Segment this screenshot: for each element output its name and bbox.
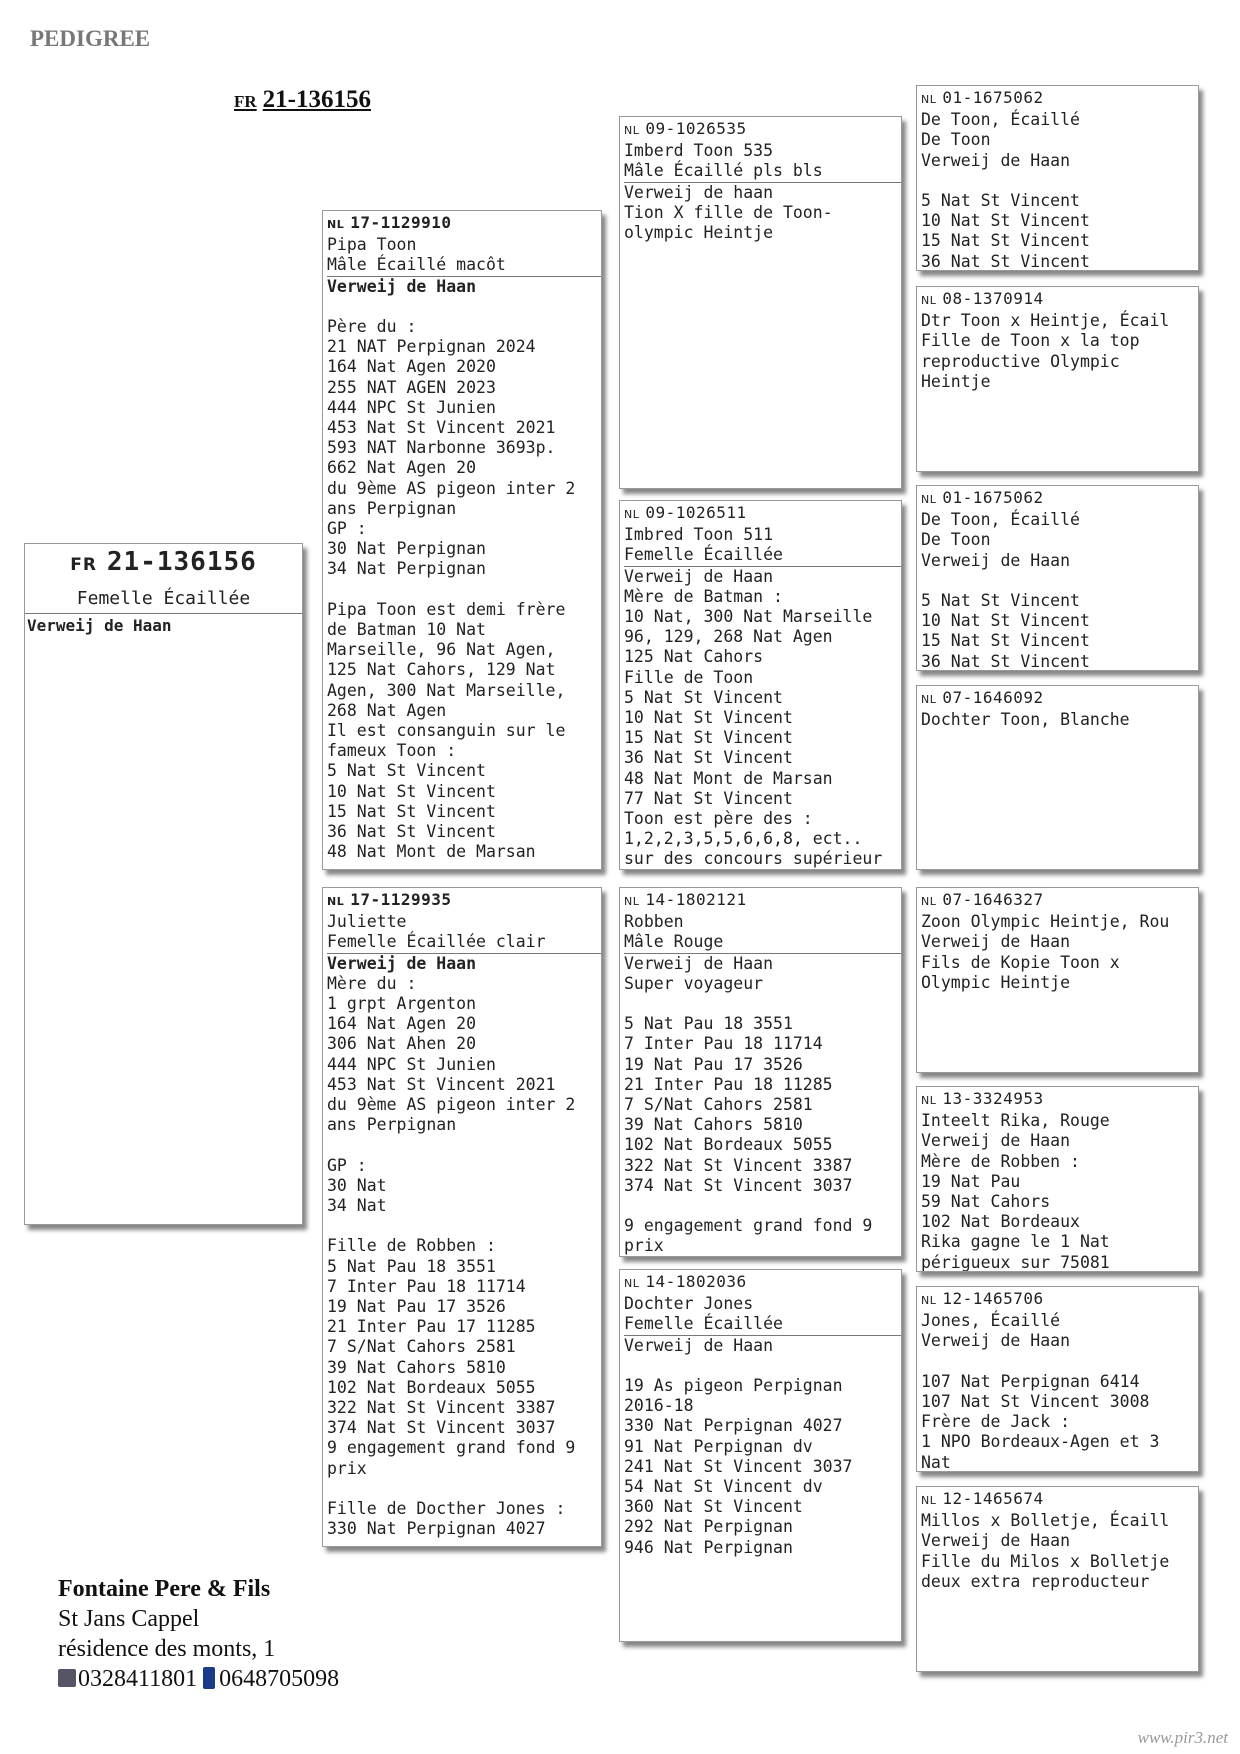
info-line: du 9ème AS pigeon inter 2 [327,1095,576,1115]
breeder-town: St Jans Cappel [58,1606,200,1632]
info-line: 5 Nat St Vincent [624,687,783,707]
info-line: Dochter Toon, Blanche [921,710,1130,730]
info-line: olympic Heintje [624,223,774,243]
blank-line [624,1196,897,1216]
info-line: 5 Nat St Vincent [327,761,486,781]
info-line: Super voyageur [624,973,764,993]
info-line: 7 S/Nat Cahors 2581 [624,1095,813,1115]
ring-value: 13-3324953 [942,1089,1044,1108]
info-line: Dtr Toon x Heintje, Écail [921,311,1170,331]
subject-color: Femelle Écaillée [25,589,302,614]
pigeon-owner: Verweij de Haan [624,953,774,973]
info-line: Fille de Robben : [327,1236,496,1256]
pigeon-color: Femelle Écaillée [624,1314,901,1335]
ring-value: 09-1026511 [645,503,747,522]
info-line: 255 NAT AGEN 2023 [327,377,496,397]
info-line: 21 Inter Pau 17 11285 [327,1317,536,1337]
ring-value: 12-1465674 [942,1489,1044,1508]
info-line: Inteelt Rika, Rouge [921,1111,1110,1131]
info-line: 36 Nat St Vincent [327,822,496,842]
ring-number [921,488,1194,510]
ring-country: NL [624,895,640,908]
info-line: Rika gagne le 1 Nat [921,1232,1110,1252]
info-line: Fils de Kopie Toon x [921,952,1120,972]
info-line: 164 Nat Agen 20 [327,1014,477,1034]
ring-number [327,213,597,235]
info-line: Verweij de Haan [921,1331,1071,1351]
info-line: 34 Nat Perpignan [327,559,486,579]
info-line: Mère de Batman : [624,586,783,606]
ring-value: 08-1370914 [942,289,1044,308]
blank-line [624,1356,897,1376]
ring-country: NL [921,693,937,706]
info-line: Verweij de Haan [921,1131,1071,1151]
info-line: 15 Nat St Vincent [921,231,1090,251]
info-line: Tion X fille de Toon- [624,202,833,222]
info-line: 77 Nat St Vincent [624,788,793,808]
info-line: 593 NAT Narbonne 3693p. [327,438,556,458]
info-line: du 9ème AS pigeon inter 2 [327,478,576,498]
info-line: 292 Nat Perpignan [624,1517,793,1537]
pigeon-name: Dochter Jones [624,1294,754,1314]
info-line: Zoon Olympic Heintje, Rou [921,912,1170,932]
subject-ring [29,547,298,577]
sire-sire-box [619,116,902,489]
info-line: 444 NPC St Junien [327,1054,496,1074]
ssd-box [916,286,1199,472]
pigeon-color: Femelle Écaillée clair [327,932,601,953]
info-line: Verweij de Haan [921,150,1071,170]
pigeon-name: Imbred Toon 511 [624,525,774,545]
info-line: Père du : [327,317,417,336]
ring-country: NL [327,218,345,231]
blank-line [327,580,597,600]
ring-value: 07-1646327 [942,890,1044,909]
info-line: 9 engagement grand fond 9 [327,1438,576,1458]
info-line: 19 As pigeon Perpignan [624,1376,843,1395]
info-line: 5 Nat Pau 18 3551 [327,1256,496,1276]
info-line: Toon est père des : [624,809,813,829]
info-line: ans Perpignan [327,1115,457,1135]
info-line: 15 Nat St Vincent [921,631,1090,651]
pigeon-name: Robben [624,912,684,932]
info-line: 322 Nat St Vincent 3387 [624,1155,853,1175]
info-line: 125 Nat Cahors, 129 Nat [327,660,556,680]
top-ring-number [234,86,371,114]
top-ring-value: 21-136156 [262,86,371,113]
info-line: 10 Nat, 300 Nat Marseille [624,607,873,627]
pigeon-color: Femelle Écaillée [624,545,901,566]
info-line: Mère de Robben : [921,1151,1080,1171]
info-line: Mère du : [327,973,417,993]
info-line: Fille de Toon x la top [921,331,1140,351]
info-line: ans Perpignan [327,498,457,518]
info-line: 48 Nat Mont de Marsan [327,842,536,862]
ring-number [921,1489,1194,1511]
info-line: 1,2,2,3,5,5,6,6,8, ect.. [624,829,863,849]
info-line: 5 Nat St Vincent [921,191,1080,210]
blank-line [624,994,897,1014]
info-line: 946 Nat Perpignan [624,1537,793,1557]
pigeon-name: Juliette [327,912,407,932]
info-line: périgueux sur 75081 [921,1252,1110,1272]
info-line: 444 NPC St Junien [327,397,496,417]
ring-number [624,1272,897,1294]
info-line: 164 Nat Agen 2020 [327,357,496,377]
ring-value: 14-1802121 [645,890,747,909]
info-line: 107 Nat St Vincent 3008 [921,1392,1150,1411]
info-line: De Toon, Écaillé [921,110,1080,130]
info-line: 662 Nat Agen 20 [327,458,477,478]
mobile-icon [203,1667,215,1689]
info-line: 15 Nat St Vincent [327,801,496,821]
pigeon-owner: Verweij de Haan [624,1335,774,1355]
info-line: 39 Nat Cahors 5810 [327,1357,506,1377]
ring-country: NL [624,124,640,137]
info-line: 15 Nat St Vincent [624,728,793,748]
breeder-info [58,1574,339,1694]
dam-sire-box [619,887,902,1257]
info-line: Fille du Milos x Bolletje [921,1551,1170,1571]
info-line: Verweij de Haan [921,932,1071,952]
info-line: 330 Nat Perpignan 4027 [624,1416,843,1436]
website-watermark: www.pir3.net [1137,1728,1228,1747]
info-line: prix [624,1236,664,1256]
sire-dam-box [619,500,902,870]
info-line: 19 Nat Pau 17 3526 [624,1054,803,1074]
info-line: 10 Nat St Vincent [921,211,1090,231]
info-line: 1 NPO Bordeaux-Agen et 3 [921,1432,1160,1452]
ring-number [624,119,897,141]
info-line: 7 S/Nat Cahors 2581 [327,1337,516,1357]
ring-country: NL [921,895,937,908]
info-line: 19 Nat Pau [921,1171,1021,1191]
info-line: Verweij de Haan [921,1531,1071,1551]
info-line: 125 Nat Cahors [624,647,764,667]
ring-country: NL [624,1277,640,1290]
info-line: De Toon, Écaillé [921,510,1080,530]
ring-country: NL [327,895,345,908]
info-line: 10 Nat St Vincent [921,611,1090,631]
ddd-box [916,1486,1199,1672]
info-line: 34 Nat [327,1196,387,1216]
ring-value: 17-1129910 [350,213,452,232]
pigeon-color: Mâle Écaillé pls bls [624,161,901,182]
ring-number [921,1289,1194,1311]
info-line: 322 Nat St Vincent 3387 [327,1398,556,1418]
info-line: GP : [327,519,367,539]
info-line: 30 Nat [327,1175,387,1195]
sss-box [916,85,1199,271]
pigeon-owner: Verweij de Haan [327,953,477,973]
ring-number [921,88,1194,110]
pigeon-name: Imberd Toon 535 [624,141,774,161]
dsd-box [916,1086,1199,1272]
ring-number [921,688,1194,710]
info-line: 360 Nat St Vincent [624,1497,803,1517]
ring-number [921,890,1194,912]
info-line: Olympic Heintje [921,972,1071,992]
info-line: 241 Nat St Vincent 3037 [624,1456,853,1476]
pigeon-name: Pipa Toon [327,235,417,255]
info-line: Il est consanguin sur le [327,721,566,741]
blank-line [921,571,1194,591]
info-line: 1 grpt Argenton [327,994,477,1014]
ring-value: 14-1802036 [645,1272,747,1291]
info-line: 7 Inter Pau 18 11714 [327,1276,526,1296]
ring-number [921,289,1194,311]
phone-icon [58,1669,76,1687]
blank-line [327,1479,597,1499]
info-line: De Toon [921,130,991,150]
info-line: Frère de Jack : [921,1412,1071,1432]
subject-owner: Verweij de Haan [27,616,172,636]
ring-number [921,1089,1194,1111]
sire-box [322,210,602,870]
ring-country: NL [921,1494,937,1507]
pigeon-owner: Verweij de Haan [327,276,477,296]
breeder-name: Fontaine Pere & Fils [58,1576,271,1602]
dss-box [916,887,1199,1073]
info-line: 102 Nat Bordeaux 5055 [624,1135,833,1155]
info-line: 36 Nat St Vincent [624,748,793,768]
info-line: 48 Nat Mont de Marsan [624,768,833,788]
blank-line [327,1216,597,1236]
info-line: 102 Nat Bordeaux 5055 [327,1377,536,1397]
info-line: prix [327,1458,367,1478]
ring-country: NL [921,294,937,307]
ring-value: 09-1026535 [645,119,747,138]
info-line: 10 Nat St Vincent [624,708,793,728]
ring-country: NL [921,1294,937,1307]
info-line: deux extra reproducteur [921,1571,1150,1591]
page-title: PEDIGREE [30,26,151,51]
ring-country: NL [624,508,640,521]
blank-line [327,297,597,317]
ring-value: 07-1646092 [942,688,1044,707]
info-line: Millos x Bolletje, Écaill [921,1511,1170,1531]
subject-ring-number: 21-136156 [106,547,257,577]
breeder-address: résidence des monts, 1 [58,1636,276,1662]
info-line: Heintje [921,371,991,391]
ring-number [624,890,897,912]
info-line: 54 Nat St Vincent dv [624,1477,823,1497]
info-line: 5 Nat Pau 18 3551 [624,1014,793,1034]
info-line: de Batman 10 Nat [327,620,486,640]
subject-box [24,543,303,1225]
info-line: 30 Nat Perpignan [327,539,486,559]
dam-box [322,887,602,1547]
info-line: 330 Nat Perpignan 4027 [327,1519,546,1539]
sds-box [916,485,1199,671]
info-line: reproductive Olympic [921,351,1120,371]
ring-number [624,503,897,525]
top-ring-country: FR [234,92,257,111]
info-line: 10 Nat St Vincent [327,781,496,801]
info-line: 96, 129, 268 Nat Agen [624,627,833,647]
info-line: Fille de Toon [624,667,754,687]
info-line: Fille de Docther Jones : [327,1499,566,1519]
ring-country: NL [921,493,937,506]
info-line: 7 Inter Pau 18 11714 [624,1034,823,1054]
info-line: 453 Nat St Vincent 2021 [327,1074,556,1094]
sdd-box [916,685,1199,870]
ring-country: NL [921,93,937,106]
info-line: Marseille, 96 Nat Agen, [327,640,556,660]
info-line: sur des concours supérieur [624,849,883,869]
dds-box [916,1286,1199,1472]
info-line: 21 Inter Pau 18 11285 [624,1074,833,1094]
ring-value: 12-1465706 [942,1289,1044,1308]
info-line: Pipa Toon est demi frère [327,599,566,619]
ring-number [327,890,597,912]
info-line: 19 Nat Pau 17 3526 [327,1297,506,1317]
info-line: 306 Nat Ahen 20 [327,1034,477,1054]
info-line: 107 Nat Perpignan 6414 [921,1371,1140,1391]
info-line: Jones, Écaillé [921,1311,1061,1331]
info-line: 39 Nat Cahors 5810 [624,1115,803,1135]
info-line: 2016-18 [624,1396,694,1416]
info-line: Verweij de Haan [921,550,1071,570]
blank-line [921,171,1194,191]
info-line: fameux Toon : [327,741,457,761]
ring-country: NL [921,1094,937,1107]
info-line: GP : [327,1155,367,1175]
blank-line [921,1352,1194,1372]
breeder-phone: 0328411801 [78,1666,198,1692]
subject-country: FR [70,555,97,575]
info-line: 36 Nat St Vincent [921,651,1090,671]
dam-dam-box [619,1269,902,1642]
info-line: 36 Nat St Vincent [921,251,1090,271]
info-line: 9 engagement grand fond 9 [624,1216,873,1236]
blank-line [327,1135,597,1155]
pigeon-color: Mâle Rouge [624,932,901,953]
breeder-mobile: 0648705098 [219,1666,340,1692]
info-line: 91 Nat Perpignan dv [624,1436,813,1456]
pigeon-owner: Verweij de Haan [624,566,774,586]
info-line: 268 Nat Agen [327,700,447,720]
ring-value: 17-1129935 [350,890,452,909]
pigeon-owner: Verweij de haan [624,182,774,202]
info-line: Agen, 300 Nat Marseille, [327,680,566,700]
info-line: 374 Nat St Vincent 3037 [327,1418,556,1438]
breeder-contacts [58,1664,339,1694]
info-line: De Toon [921,530,991,550]
info-line: 102 Nat Bordeaux [921,1212,1080,1232]
info-line: 453 Nat St Vincent 2021 [327,418,556,438]
info-line: 21 NAT Perpignan 2024 [327,337,536,357]
pigeon-color: Mâle Écaillé macôt [327,255,601,276]
ring-value: 01-1675062 [942,88,1044,107]
info-line: Nat [921,1452,951,1472]
info-line: 374 Nat St Vincent 3037 [624,1175,853,1195]
info-line: 5 Nat St Vincent [921,591,1080,610]
info-line: 59 Nat Cahors [921,1192,1051,1212]
ring-value: 01-1675062 [942,488,1044,507]
